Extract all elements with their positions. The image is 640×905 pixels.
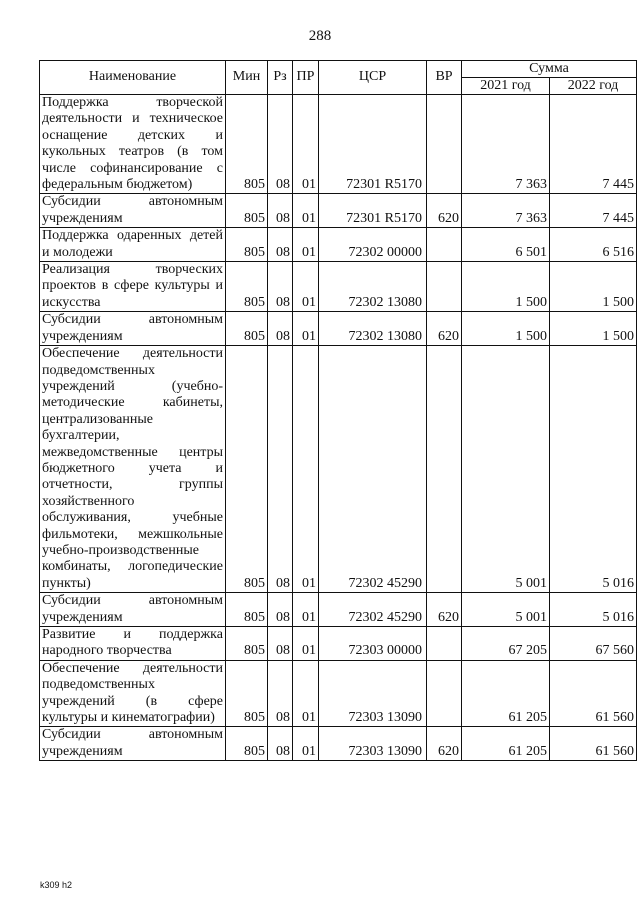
row-pr-cell: 01 bbox=[293, 660, 319, 727]
row-name-cell: Субсидии автономным учреждениям bbox=[40, 312, 226, 346]
row-rz-cell: 08 bbox=[268, 346, 293, 593]
row-rz-cell: 08 bbox=[268, 228, 293, 262]
row-pr-cell: 01 bbox=[293, 593, 319, 627]
row-2021-cell: 5 001 bbox=[462, 593, 550, 627]
row-csr-cell: 72303 13090 bbox=[319, 660, 427, 727]
table-row bbox=[40, 660, 637, 727]
row-vr-cell: 620 bbox=[427, 727, 462, 761]
col-header-name: Наименование bbox=[40, 61, 226, 95]
row-2021-cell: 61 205 bbox=[462, 660, 550, 727]
row-pr-cell: 01 bbox=[293, 346, 319, 593]
row-rz-cell: 08 bbox=[268, 194, 293, 228]
row-min-cell: 805 bbox=[226, 346, 268, 593]
row-min-cell: 805 bbox=[226, 262, 268, 312]
row-name-cell: Обеспечение деятельности подведомственных учреждений (учебно-методические кабинеты, централизованные бухгалтерии, межведомственные центры бюджетного учета и отчетности, группы хозяйственного обслуживания, учебные фильмотеки, межшкольные учебно-производственные комбинаты, логопедические пункты) bbox=[40, 346, 226, 593]
row-pr-cell: 01 bbox=[293, 194, 319, 228]
row-pr-cell: 01 bbox=[293, 228, 319, 262]
row-rz-cell: 08 bbox=[268, 95, 293, 194]
row-pr-cell: 01 bbox=[293, 627, 319, 661]
table-row bbox=[40, 727, 637, 761]
table-row bbox=[40, 346, 637, 593]
row-2022-cell: 61 560 bbox=[550, 727, 637, 761]
row-name-cell: Реализация творческих проектов в сфере культуры и искусства bbox=[40, 262, 226, 312]
row-csr-cell: 72302 13080 bbox=[319, 312, 427, 346]
table-row bbox=[40, 228, 637, 262]
row-name-cell: Поддержка творческой деятельности и техническое оснащение детских и кукольных театров (в том числе софинансирование с федеральным бюджетом) bbox=[40, 95, 226, 194]
row-name-cell: Субсидии автономным учреждениям bbox=[40, 194, 226, 228]
row-2022-cell: 1 500 bbox=[550, 312, 637, 346]
row-2022-cell: 5 016 bbox=[550, 346, 637, 593]
row-name-cell: Обеспечение деятельности подведомственных учреждений (в сфере культуры и кинематографии) bbox=[40, 660, 226, 727]
row-name-cell: Поддержка одаренных детей и молодежи bbox=[40, 228, 226, 262]
budget-table bbox=[39, 60, 637, 761]
row-rz-cell: 08 bbox=[268, 660, 293, 727]
table-header bbox=[40, 61, 637, 95]
row-2021-cell: 7 363 bbox=[462, 95, 550, 194]
table-row bbox=[40, 593, 637, 627]
row-rz-cell: 08 bbox=[268, 727, 293, 761]
table-row bbox=[40, 194, 637, 228]
row-rz-cell: 08 bbox=[268, 312, 293, 346]
page-number: 288 bbox=[308, 28, 332, 44]
col-header-sum: Сумма bbox=[462, 61, 637, 78]
table-body bbox=[40, 95, 637, 761]
row-min-cell: 805 bbox=[226, 194, 268, 228]
row-vr-cell: 620 bbox=[427, 312, 462, 346]
row-2021-cell: 7 363 bbox=[462, 194, 550, 228]
row-vr-cell: 620 bbox=[427, 593, 462, 627]
row-2021-cell: 1 500 bbox=[462, 312, 550, 346]
row-2021-cell: 5 001 bbox=[462, 346, 550, 593]
row-csr-cell: 72301 R5170 bbox=[319, 194, 427, 228]
row-min-cell: 805 bbox=[226, 627, 268, 661]
col-header-rz: Рз bbox=[268, 61, 293, 95]
row-2022-cell: 5 016 bbox=[550, 593, 637, 627]
row-csr-cell: 72302 13080 bbox=[319, 262, 427, 312]
row-2022-cell: 6 516 bbox=[550, 228, 637, 262]
row-min-cell: 805 bbox=[226, 727, 268, 761]
row-csr-cell: 72303 13090 bbox=[319, 727, 427, 761]
row-2022-cell: 67 560 bbox=[550, 627, 637, 661]
row-name-cell: Развитие и поддержка народного творчества bbox=[40, 627, 226, 661]
row-min-cell: 805 bbox=[226, 660, 268, 727]
footer-code: k309 h2 bbox=[40, 880, 73, 890]
row-vr-cell bbox=[427, 346, 462, 593]
col-header-csr: ЦСР bbox=[319, 61, 427, 95]
table-row bbox=[40, 262, 637, 312]
row-csr-cell: 72302 00000 bbox=[319, 228, 427, 262]
row-2021-cell: 1 500 bbox=[462, 262, 550, 312]
col-header-min: Мин bbox=[226, 61, 268, 95]
row-rz-cell: 08 bbox=[268, 593, 293, 627]
row-pr-cell: 01 bbox=[293, 312, 319, 346]
col-header-vr: ВР bbox=[427, 61, 462, 95]
row-pr-cell: 01 bbox=[293, 262, 319, 312]
row-min-cell: 805 bbox=[226, 312, 268, 346]
row-2022-cell: 7 445 bbox=[550, 95, 637, 194]
row-2021-cell: 6 501 bbox=[462, 228, 550, 262]
row-rz-cell: 08 bbox=[268, 627, 293, 661]
row-min-cell: 805 bbox=[226, 228, 268, 262]
row-vr-cell bbox=[427, 262, 462, 312]
row-vr-cell bbox=[427, 95, 462, 194]
row-csr-cell: 72302 45290 bbox=[319, 346, 427, 593]
row-csr-cell: 72303 00000 bbox=[319, 627, 427, 661]
row-vr-cell: 620 bbox=[427, 194, 462, 228]
row-vr-cell bbox=[427, 660, 462, 727]
table-row bbox=[40, 95, 637, 194]
row-min-cell: 805 bbox=[226, 95, 268, 194]
row-min-cell: 805 bbox=[226, 593, 268, 627]
row-vr-cell bbox=[427, 627, 462, 661]
col-header-2021: 2021 год bbox=[462, 78, 550, 95]
row-pr-cell: 01 bbox=[293, 727, 319, 761]
row-csr-cell: 72301 R5170 bbox=[319, 95, 427, 194]
col-header-2022: 2022 год bbox=[550, 78, 637, 95]
row-rz-cell: 08 bbox=[268, 262, 293, 312]
row-pr-cell: 01 bbox=[293, 95, 319, 194]
row-2021-cell: 61 205 bbox=[462, 727, 550, 761]
row-csr-cell: 72302 45290 bbox=[319, 593, 427, 627]
table-row bbox=[40, 627, 637, 661]
row-vr-cell bbox=[427, 228, 462, 262]
row-2021-cell: 67 205 bbox=[462, 627, 550, 661]
row-2022-cell: 61 560 bbox=[550, 660, 637, 727]
row-2022-cell: 7 445 bbox=[550, 194, 637, 228]
col-header-pr: ПР bbox=[293, 61, 319, 95]
row-name-cell: Субсидии автономным учреждениям bbox=[40, 727, 226, 761]
table-row bbox=[40, 312, 637, 346]
row-2022-cell: 1 500 bbox=[550, 262, 637, 312]
row-name-cell: Субсидии автономным учреждениям bbox=[40, 593, 226, 627]
